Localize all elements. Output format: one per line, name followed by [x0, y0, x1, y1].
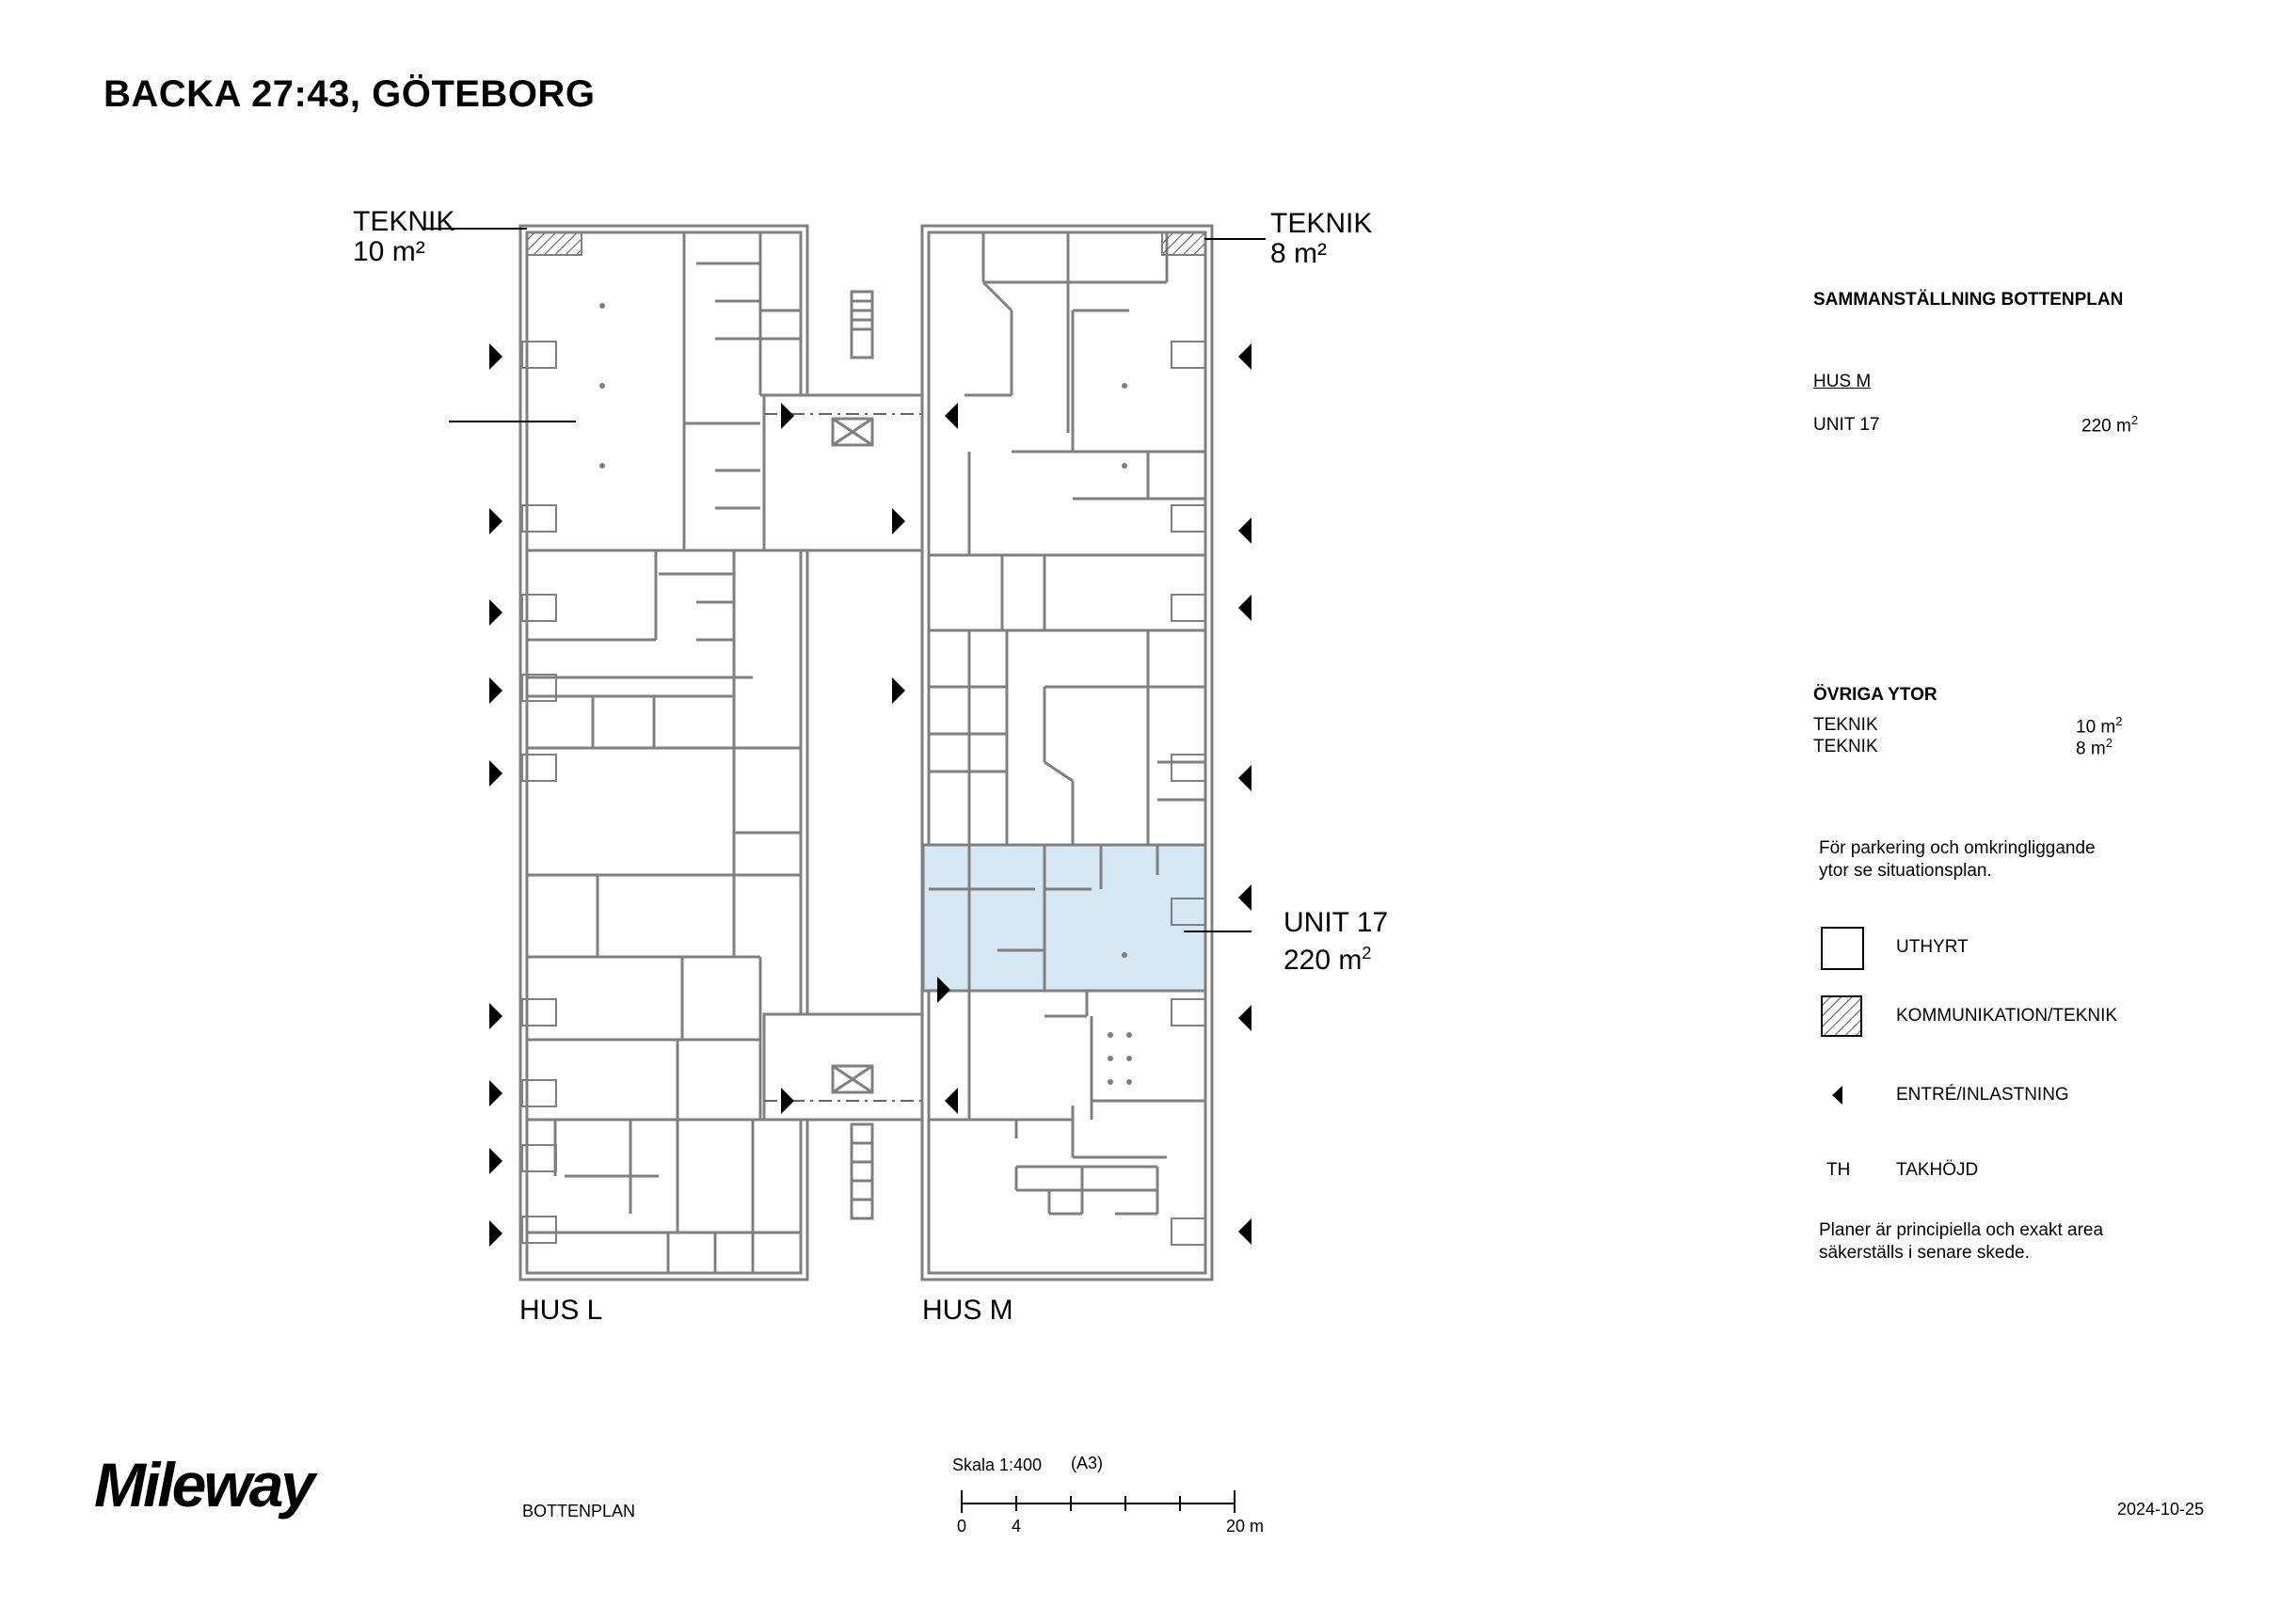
rented-swatch	[1821, 927, 1864, 970]
parking-note: För parkering och omkringliggande ytor se situationsplan.	[1819, 838, 2096, 881]
other-area-row-2-name: TEKNIK	[1813, 737, 1878, 756]
page-title: BACKA 27:43, GÖTEBORG	[104, 73, 596, 115]
unit-17-area-text: 220 $m^2$	[1284, 944, 1372, 976]
summary-heading: SAMMANSTÄLLNING BOTTENPLAN	[1813, 290, 2124, 310]
teknik-left-name: TEKNIK	[353, 206, 455, 237]
scale-label-20: 20 m	[1226, 1517, 1265, 1535]
unit-17-area	[923, 845, 1205, 991]
scale-label-0: 0	[957, 1517, 967, 1535]
other-area-row-1-area: 10 $m^2$	[2076, 714, 2123, 738]
teknik-left-area: 10 m²	[353, 236, 425, 267]
paper-size: (A3)	[1071, 1454, 1104, 1472]
summary-unit-area: 220 $m^2$	[2081, 413, 2139, 437]
plan-name: BOTTENPLAN	[522, 1502, 636, 1520]
scale-bar	[960, 1487, 1242, 1515]
teknik-left-label	[353, 207, 454, 267]
th-symbol: TH	[1826, 1160, 1851, 1180]
hus-l-building	[520, 226, 807, 1280]
mileway-logo: Mileway	[94, 1450, 313, 1519]
teknik-right-area: 8 m²	[1270, 238, 1327, 269]
other-area-row-2-area: 8 $m^2$	[2076, 736, 2113, 759]
entrance-icon	[1831, 1085, 1844, 1106]
summary-unit-name: UNIT 17	[1813, 415, 1880, 435]
teknik-right-label	[1270, 209, 1372, 269]
scale-text: Skala 1:400	[952, 1456, 1043, 1474]
scale-label-4: 4	[1012, 1517, 1022, 1535]
other-areas-heading: ÖVRIGA YTOR	[1813, 685, 1937, 705]
other-area-row-1-name: TEKNIK	[1813, 715, 1878, 735]
summary-building: HUS M	[1813, 372, 1872, 391]
unit-17-name: UNIT 17	[1284, 907, 1389, 938]
th-label: TAKHÖJD	[1896, 1160, 1979, 1180]
hus-m-label: HUS M	[922, 1295, 1013, 1326]
entrance-label: ENTRÉ/INLASTNING	[1896, 1085, 2069, 1105]
hus-l-label: HUS L	[519, 1295, 603, 1326]
rented-label: UTHYRT	[1896, 937, 1969, 957]
comm-swatch	[1821, 995, 1864, 1039]
hus-l-teknik-area	[527, 232, 582, 255]
unit-17-label	[1284, 908, 1388, 976]
date: 2024-10-25	[2117, 1500, 2205, 1519]
comm-label: KOMMUNIKATION/TEKNIK	[1896, 1006, 2118, 1026]
disclaimer-note: Planer är principiella och exakt area säkerställs i senare skede.	[1819, 1220, 2104, 1263]
hus-m-teknik-area	[1162, 232, 1205, 255]
teknik-right-name: TEKNIK	[1270, 208, 1373, 239]
